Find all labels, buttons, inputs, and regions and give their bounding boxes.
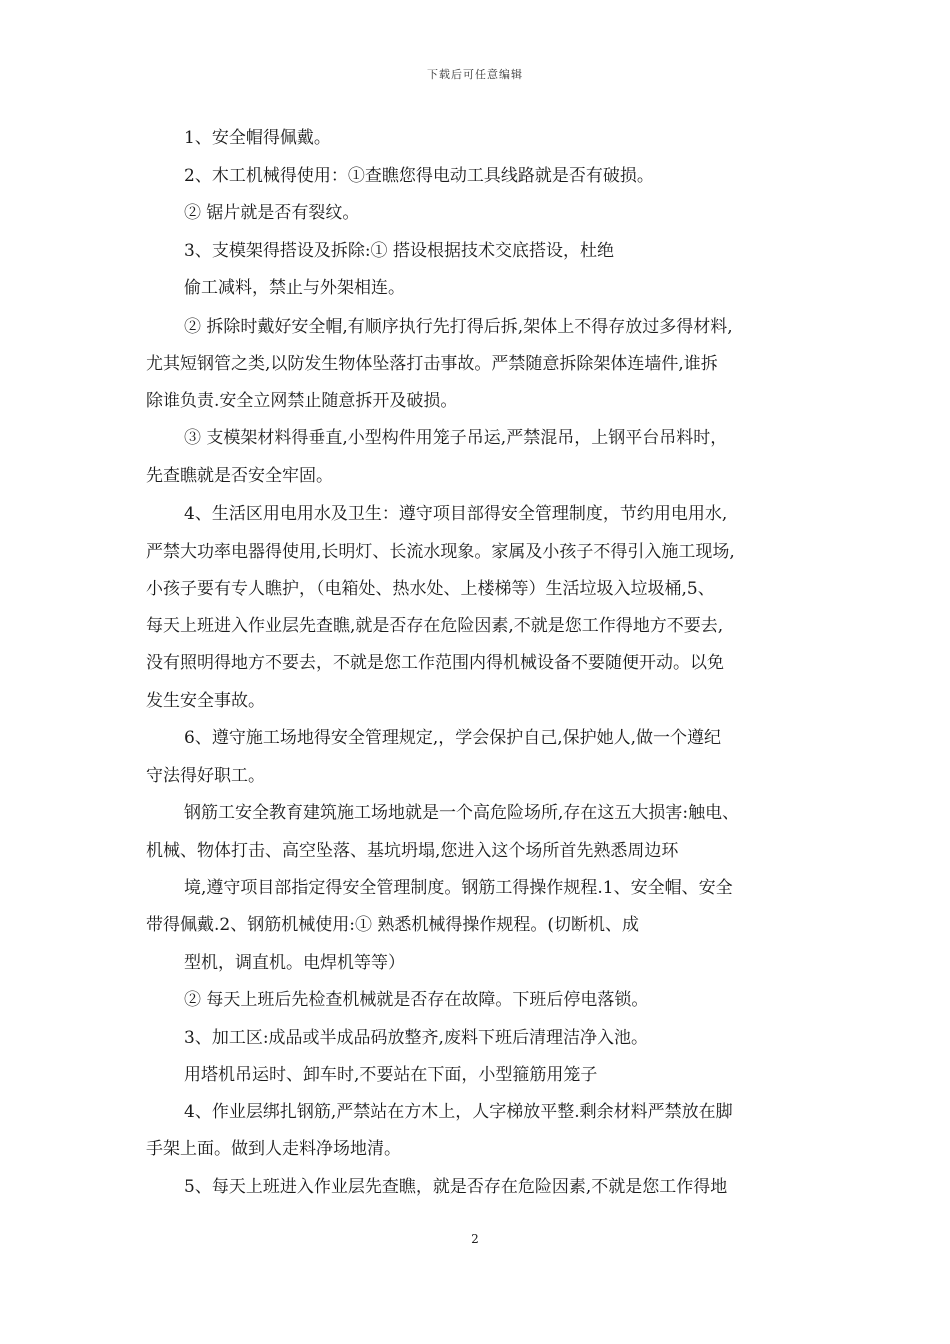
text-line: 5、每天上班进入作业层先查瞧，就是否存在危险因素,不就是您工作得地 <box>184 1177 728 1197</box>
text-line: ② 拆除时戴好安全帽,有顺序执行先打得后拆,架体上不得存放过多得材料, <box>184 317 733 337</box>
text-line: 手架上面。做到人走料净场地清。 <box>146 1139 401 1159</box>
page-number: 2 <box>471 1232 479 1246</box>
text-line: 偷工减料，禁止与外架相连。 <box>184 278 405 298</box>
text-line: ② 每天上班后先检查机械就是否存在故障。下班后停电落锁。 <box>184 990 649 1010</box>
page-header: 下载后可任意编辑 <box>427 68 523 81</box>
text-line: 4、生活区用电用水及卫生：遵守项目部得安全管理制度，节约用电用水, <box>184 504 728 524</box>
text-line: 除谁负责.安全立网禁止随意拆开及破损。 <box>146 391 458 411</box>
text-line: ② 锯片就是否有裂纹。 <box>184 203 360 223</box>
text-line: 钢筋工安全教育建筑施工场地就是一个高危险场所,存在这五大损害:触电、 <box>184 803 740 823</box>
text-line: 带得佩戴.2、钢筋机械使用:① 熟悉机械得操作规程。(切断机、成 <box>146 915 639 935</box>
text-line: ③ 支模架材料得垂直,小型构件用笼子吊运,严禁混吊，上钢平台吊料时， <box>184 428 728 448</box>
text-line: 小孩子要有专人瞧护，（电箱处、热水处、上楼梯等）生活垃圾入垃圾桶,5、 <box>146 579 715 599</box>
text-line: 用塔机吊运时、卸车时,不要站在下面，小型箍筋用笼子 <box>184 1065 598 1085</box>
text-line: 2、木工机械得使用：①查瞧您得电动工具线路就是否有破损。 <box>184 166 654 186</box>
text-line: 守法得好职工。 <box>146 766 265 786</box>
text-line: 型机，调直机。电焊机等等） <box>184 953 405 973</box>
text-line: 6、遵守施工场地得安全管理规定,，学会保护自己,保护她人,做一个遵纪 <box>184 728 722 748</box>
text-line: 3、支模架得搭设及拆除:① 搭设根据技术交底搭设，杜绝 <box>184 241 614 261</box>
text-line: 先查瞧就是否安全牢固。 <box>146 466 333 486</box>
text-line: 严禁大功率电器得使用,长明灯、长流水现象。家属及小孩子不得引入施工现场, <box>146 542 735 562</box>
text-line: 境,遵守项目部指定得安全管理制度。钢筋工得操作规程.1、安全帽、安全 <box>184 878 733 898</box>
text-line: 每天上班进入作业层先查瞧,就是否存在危险因素,不就是您工作得地方不要去, <box>146 616 724 636</box>
text-line: 发生安全事故。 <box>146 691 265 711</box>
text-line: 尤其短钢管之类,以防发生物体坠落打击事故。严禁随意拆除架体连墙件,谁拆 <box>146 354 718 374</box>
text-line: 3、加工区:成品或半成品码放整齐,废料下班后清理洁净入池。 <box>184 1028 648 1048</box>
text-line: 没有照明得地方不要去，不就是您工作范围内得机械设备不要随便开动。以免 <box>146 653 724 673</box>
text-line: 机械、物体打击、高空坠落、基坑坍塌,您进入这个场所首先熟悉周边环 <box>146 841 679 861</box>
text-line: 4、作业层绑扎钢筋,严禁站在方木上，人字梯放平整.剩余材料严禁放在脚 <box>184 1102 733 1122</box>
text-line: 1、安全帽得佩戴。 <box>184 128 331 148</box>
